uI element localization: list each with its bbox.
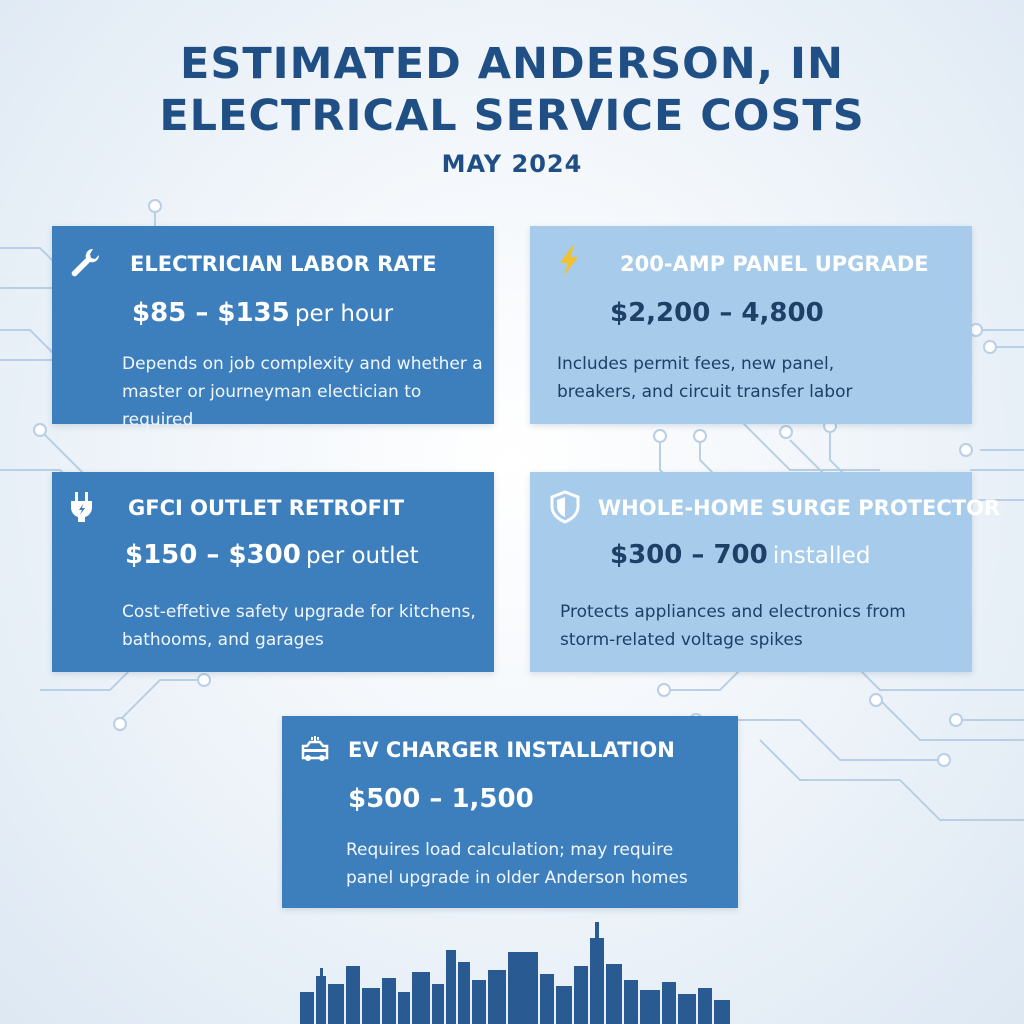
title-block: [0, 38, 1024, 178]
price-unit: installed: [772, 543, 871, 569]
price-range: [610, 540, 870, 570]
price-unit: per hour: [294, 301, 394, 327]
description-line-1: Protects appliances and electronics from: [560, 602, 906, 622]
description-line-1: Depends on job complexity and whether a: [122, 354, 483, 374]
card-title: ELECTRICIAN LABOR RATE: [130, 252, 437, 276]
card-panel-upgrade: [530, 226, 972, 424]
wrench-icon: [68, 246, 102, 280]
price-range: [132, 298, 393, 328]
price-unit: per outlet: [305, 543, 419, 569]
ev-car-icon: [298, 734, 332, 768]
card-title: WHOLE-HOME SURGE PROTECTOR: [598, 496, 1001, 520]
price-range: [348, 784, 534, 814]
card-description: [122, 350, 494, 434]
description-line-1: Includes permit fees, new panel,: [557, 354, 835, 374]
page-title-line-1: ESTIMATED ANDERSON, IN: [179, 39, 845, 89]
card-ev-charger-installation: [282, 716, 738, 908]
plug-icon: [66, 490, 100, 524]
card-description: [346, 836, 688, 892]
description-line-2: storm-related voltage spikes: [560, 630, 803, 650]
description-line-2: bathooms, and garages: [122, 630, 324, 650]
price-amount: $300 – 700: [610, 540, 768, 570]
card-title: EV CHARGER INSTALLATION: [348, 738, 675, 762]
description-line-2: panel upgrade in older Anderson homes: [346, 868, 688, 888]
card-description: [122, 598, 476, 654]
page-subtitle-date: MAY 2024: [441, 150, 583, 178]
price-amount: $2,200 – 4,800: [610, 298, 824, 328]
page-title-line-2: ELECTRICAL SERVICE COSTS: [159, 91, 865, 141]
description-line-2: master or journeyman electician to required: [122, 382, 422, 430]
price-amount: $150 – $300: [125, 540, 301, 570]
card-surge-protector: [530, 472, 1001, 672]
card-gfci-outlet-retrofit: [52, 472, 494, 672]
price-amount: $85 – $135: [132, 298, 290, 328]
card-description: [560, 598, 906, 654]
shield-icon: [548, 490, 582, 524]
price-range: [610, 298, 824, 328]
card-title: GFCI OUTLET RETROFIT: [128, 496, 405, 520]
card-title: 200-AMP PANEL UPGRADE: [620, 252, 929, 276]
card-description: [557, 350, 852, 406]
price-range: [125, 540, 419, 570]
price-amount: $500 – 1,500: [348, 784, 534, 814]
card-electrician-labor-rate: [52, 226, 494, 430]
description-line-2: breakers, and circuit transfer labor: [557, 382, 853, 402]
description-line-1: Requires load calculation; may require: [346, 840, 674, 860]
description-line-1: Cost-effetive safety upgrade for kitchens,: [122, 602, 476, 622]
lightning-bolt-icon: [552, 244, 586, 278]
city-skyline-illustration: [300, 918, 730, 1024]
